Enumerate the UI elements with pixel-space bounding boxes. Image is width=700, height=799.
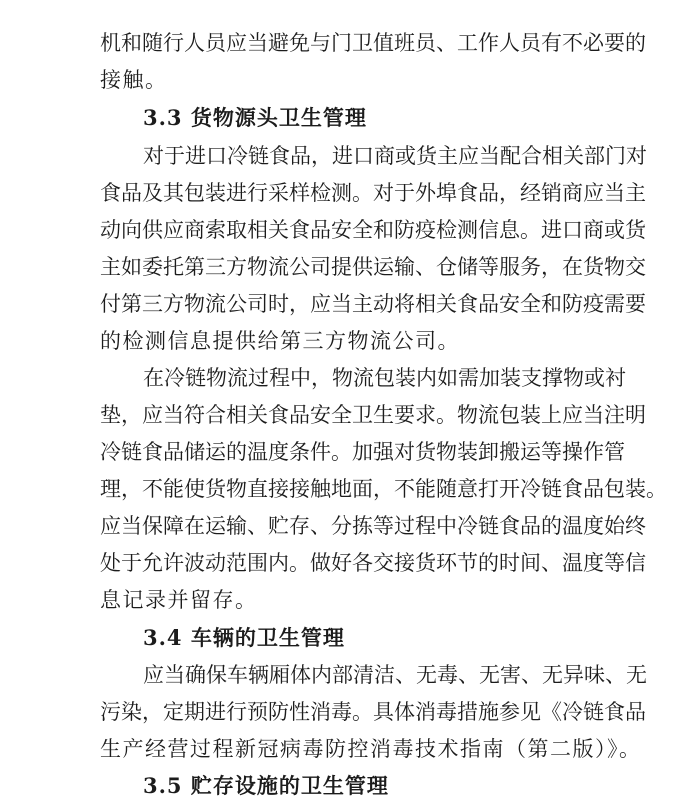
body-text-line: 污染，定期进行预防性消毒。具体消毒措施参见《冷链食品 bbox=[100, 700, 646, 724]
body-text-line: 应当保障在运输、贮存、分拣等过程中冷链食品的温度始终 bbox=[100, 514, 646, 538]
body-text-line: 应当确保车辆厢体内部清洁、无毒、无害、无异味、无 bbox=[143, 663, 647, 687]
body-text-line: 对于进口冷链食品，进口商或货主应当配合相关部门对 bbox=[143, 144, 647, 168]
body-text-line: 生产经营过程新冠病毒防控消毒技术指南（第二版）》。 bbox=[100, 737, 642, 761]
body-text-line: 机和随行人员应当避免与门卫值班员、工作人员有不必要的 bbox=[100, 31, 646, 55]
body-text-line: 理，不能使货物直接接触地面，不能随意打开冷链食品包装。 bbox=[100, 477, 667, 501]
body-text-line: 动向供应商索取相关食品安全和防疫检测信息。进口商或货 bbox=[100, 218, 646, 242]
section-heading-3-4: 3.4 车辆的卫生管理 bbox=[143, 625, 345, 650]
body-text-line: 主如委托第三方物流公司提供运输、仓储等服务，在货物交 bbox=[100, 255, 646, 279]
body-text-line: 接触。 bbox=[100, 68, 168, 92]
section-heading-3-5: 3.5 贮存设施的卫生管理 bbox=[143, 773, 389, 798]
body-text-line: 息记录并留存。 bbox=[100, 588, 258, 612]
body-text-line: 处于允许波动范围内。做好各交接货环节的时间、温度等信 bbox=[100, 551, 646, 575]
body-text-line: 食品及其包装进行采样检测。对于外埠食品，经销商应当主 bbox=[100, 181, 646, 205]
section-heading-3-3: 3.3 货物源头卫生管理 bbox=[143, 105, 367, 130]
body-text-line: 的检测信息提供给第三方物流公司。 bbox=[100, 329, 460, 353]
body-text-line: 在冷链物流过程中，物流包装内如需加装支撑物或衬 bbox=[143, 366, 626, 390]
body-text-line: 付第三方物流公司时，应当主动将相关食品安全和防疫需要 bbox=[100, 292, 646, 316]
body-text-line: 冷链食品储运的温度条件。加强对货物装卸搬运等操作管 bbox=[100, 440, 625, 464]
body-text-line: 垫，应当符合相关食品安全卫生要求。物流包装上应当注明 bbox=[100, 403, 646, 427]
